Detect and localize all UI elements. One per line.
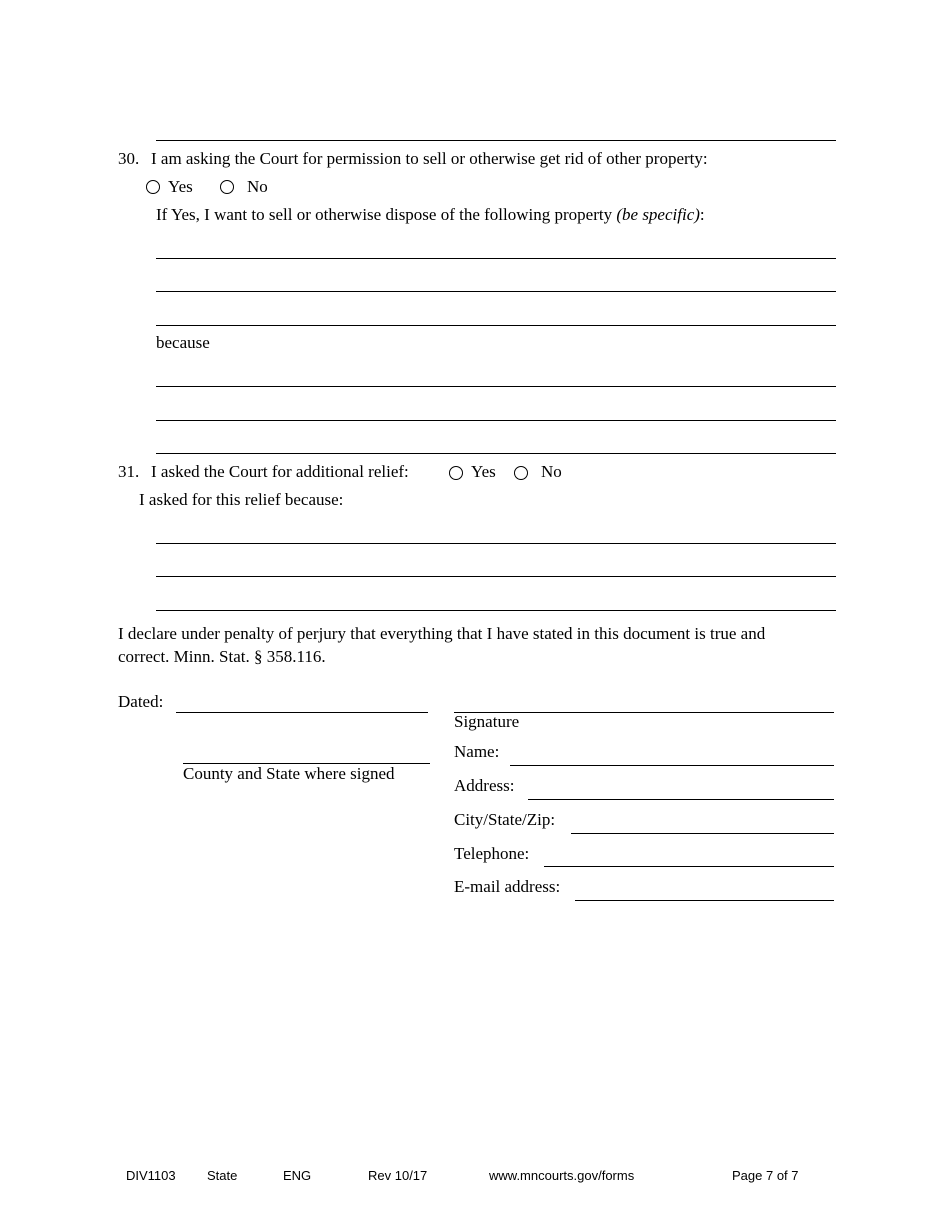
q30-because-line-3[interactable] — [156, 453, 836, 454]
footer-revision: Rev 10/17 — [368, 1168, 428, 1183]
q30-question: I am asking the Court for permission to sell or otherwise get rid of other property: — [151, 149, 708, 168]
q30-property-line-1[interactable] — [156, 258, 836, 259]
q30-property-line-3[interactable] — [156, 325, 836, 326]
footer-language: ENG — [283, 1168, 312, 1183]
q31-no-label: No — [541, 462, 562, 481]
telephone-line[interactable] — [544, 866, 834, 867]
q30-if-yes-colon: : — [699, 205, 705, 224]
q31-question: I asked the Court for additional relief: — [151, 462, 409, 481]
county-label: County and State where signed — [183, 764, 395, 783]
q31-reason-line-3[interactable] — [156, 610, 836, 611]
q31-reason-label: I asked for this relief because: — [139, 490, 344, 509]
q30-if-yes-text: If Yes, I want to sell or otherwise dispose of the following property — [156, 205, 617, 224]
q30-yes-radio[interactable] — [146, 180, 160, 194]
q30-be-specific: (be specific) — [616, 205, 700, 224]
address-line[interactable] — [528, 799, 834, 800]
footer-url[interactable]: www.mncourts.gov/forms — [489, 1168, 635, 1183]
city-state-zip-line[interactable] — [571, 833, 834, 834]
q30-no-label: No — [247, 177, 268, 196]
footer-form-id: DIV1103 — [126, 1168, 176, 1183]
q30-if-yes-instruction — [156, 205, 705, 225]
q30-property-line-2[interactable] — [156, 291, 836, 292]
city-state-zip-label: City/State/Zip: — [454, 810, 556, 829]
q30-yes-label: Yes — [168, 177, 193, 196]
continuation-line[interactable] — [156, 140, 836, 141]
declaration-line-2: correct. Minn. Stat. § 358.116. — [118, 647, 326, 666]
dated-label: Dated: — [118, 692, 164, 711]
q31-no-radio[interactable] — [514, 466, 528, 480]
dated-line[interactable] — [176, 712, 428, 713]
q30-number: 30. — [118, 149, 140, 168]
q30-because-label: because — [156, 333, 210, 352]
footer-page-number: Page 7 of 7 — [732, 1168, 799, 1183]
q31-yes-radio[interactable] — [449, 466, 463, 480]
declaration-line-1: I declare under penalty of perjury that everything that I have stated in this document is true and — [118, 624, 766, 643]
q31-number: 31. — [118, 462, 140, 481]
footer-jurisdiction: State — [207, 1168, 238, 1183]
q31-reason-line-2[interactable] — [156, 576, 836, 577]
name-label: Name: — [454, 742, 500, 761]
q31-yes-label: Yes — [471, 462, 496, 481]
address-label: Address: — [454, 776, 515, 795]
q30-no-radio[interactable] — [220, 180, 234, 194]
q30-because-line-2[interactable] — [156, 420, 836, 421]
email-label: E-mail address: — [454, 877, 561, 896]
email-line[interactable] — [575, 900, 834, 901]
telephone-label: Telephone: — [454, 844, 530, 863]
signature-label: Signature — [454, 712, 520, 731]
name-line[interactable] — [510, 765, 834, 766]
q31-reason-line-1[interactable] — [156, 543, 836, 544]
q30-because-line-1[interactable] — [156, 386, 836, 387]
